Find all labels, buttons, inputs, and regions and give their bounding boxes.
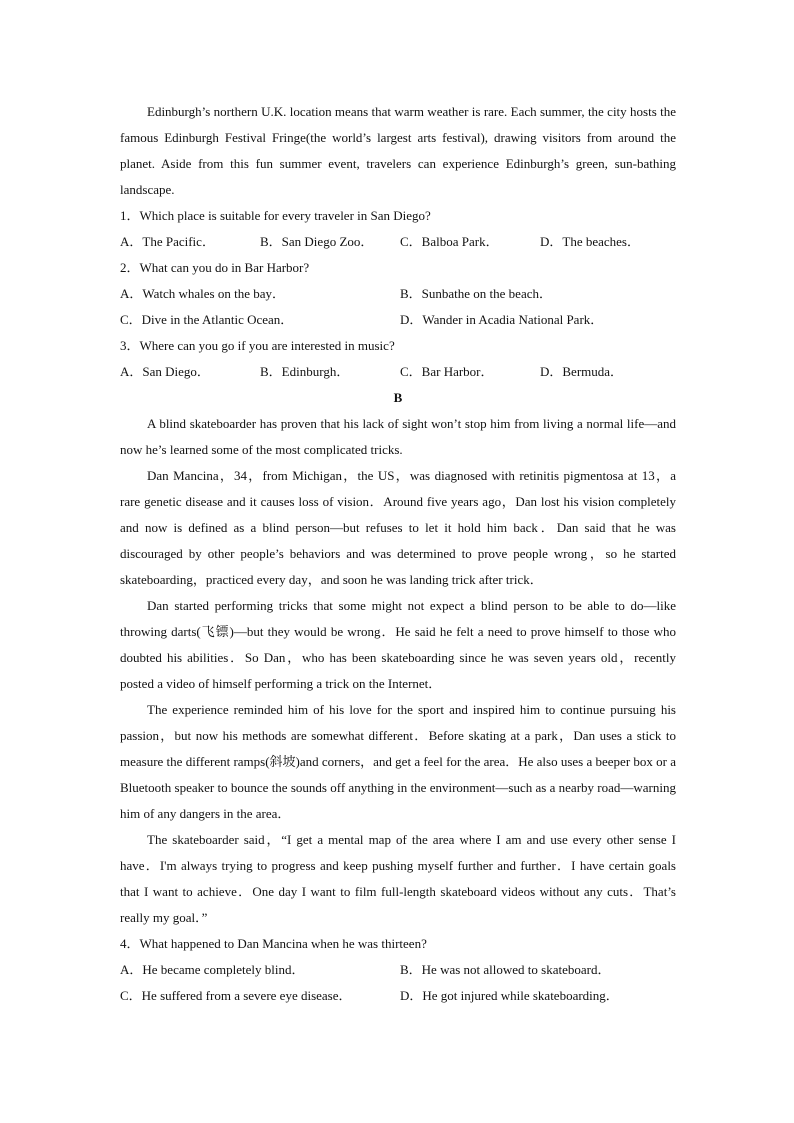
document-page [120,99,676,1009]
question-3 [120,333,676,385]
option-a: A．The Pacific． [120,234,215,249]
option-b: B．San Diego Zoo． [260,234,374,249]
question-stem: 3．Where can you go if you are interested in music? [120,338,395,353]
option-d: D．Wander in Acadia National Park． [400,312,604,327]
question-1 [120,203,676,255]
question-stem: 2．What can you do in Bar Harbor? [120,260,310,275]
question-stem: 1．Which place is suitable for every traveler in San Diego? [120,208,431,223]
passage-b-paragraph-1: A blind skateboarder has proven that his lack of sight won’t stop him from living a normal life—and now he’s learned some of the most complicated tricks. [120,416,676,457]
option-b: B．Sunbathe on the beach． [400,286,552,301]
passage-b-paragraph-3: Dan started performing tricks that some might not expect a blind person to be able to do—like throwing darts(飞镖)—but they would be wrong．He said he felt a need to prove himself to those who doubted his abilities．So Dan，who has been skateboarding since he was seven years old，recently posted a video of himself performing a trick on the Internet． [120,598,676,691]
option-c: C．Dive in the Atlantic Ocean． [120,312,294,327]
option-d: D．Bermuda． [540,364,624,379]
option-c: C．He suffered from a severe eye disease． [120,988,352,1003]
question-4 [120,931,676,1009]
option-a: A．He became completely blind． [120,962,305,977]
passage-a-paragraph: Edinburgh’s northern U.K. location means that warm weather is rare. Each summer, the city hosts the famous Edinburgh Festival Fringe(the world’s largest arts festival), drawing visitors from around the planet. Aside from this fun summer event, travelers can experience Edinburgh’s green, sun-bathing landscape. [120,104,676,197]
options-row [120,229,676,255]
option-c: C．Bar Harbor． [400,364,494,379]
section-b-heading: B [393,390,403,405]
passage-b-paragraph-4: The experience reminded him of his love for the sport and inspired him to continue pursuing his passion，but now his methods are somewhat different．Before skating at a park，Dan uses a stick to measure the different ramps(斜坡)and corners，and get a feel for the area．He also uses a beeper box or a Bluetooth speaker to bounce the sounds off anything in the environment—such as a nearby road—warning him of any dangers in the area． [120,702,676,821]
options-row [120,359,676,385]
passage-b-paragraph-2: Dan Mancina，34，from Michigan，the US，was diagnosed with retinitis pigmentosa at 13，a rare genetic disease and it causes loss of vision．Around five years ago，Dan lost his vision completely and now is defined as a blind person—but refuses to let it hold him back．Dan said that he was discouraged by other people’s behaviors and was determined to prove people wrong，so he started skateboarding，practiced every day，and soon he was landing trick after trick． [120,468,676,587]
option-b: B．He was not allowed to skateboard． [400,962,611,977]
option-d: D．He got injured while skateboarding． [400,988,619,1003]
option-d: D．The beaches． [540,234,640,249]
question-2 [120,255,676,333]
option-b: B．Edinburgh． [260,364,350,379]
question-stem: 4．What happened to Dan Mancina when he was thirteen? [120,936,427,951]
passage-b-paragraph-5: The skateboarder said，“I get a mental map of the area where I am and use every other sense I have．I'm always trying to progress and keep pushing myself further and further．I have certain goals that I want to achieve．One day I want to film full-length skateboard videos without any cuts．That’s really my goal．” [120,832,676,925]
option-a: A．San Diego． [120,364,210,379]
options-grid [120,281,676,333]
option-a: A．Watch whales on the bay． [120,286,286,301]
option-c: C．Balboa Park． [400,234,499,249]
options-grid [120,957,676,1009]
